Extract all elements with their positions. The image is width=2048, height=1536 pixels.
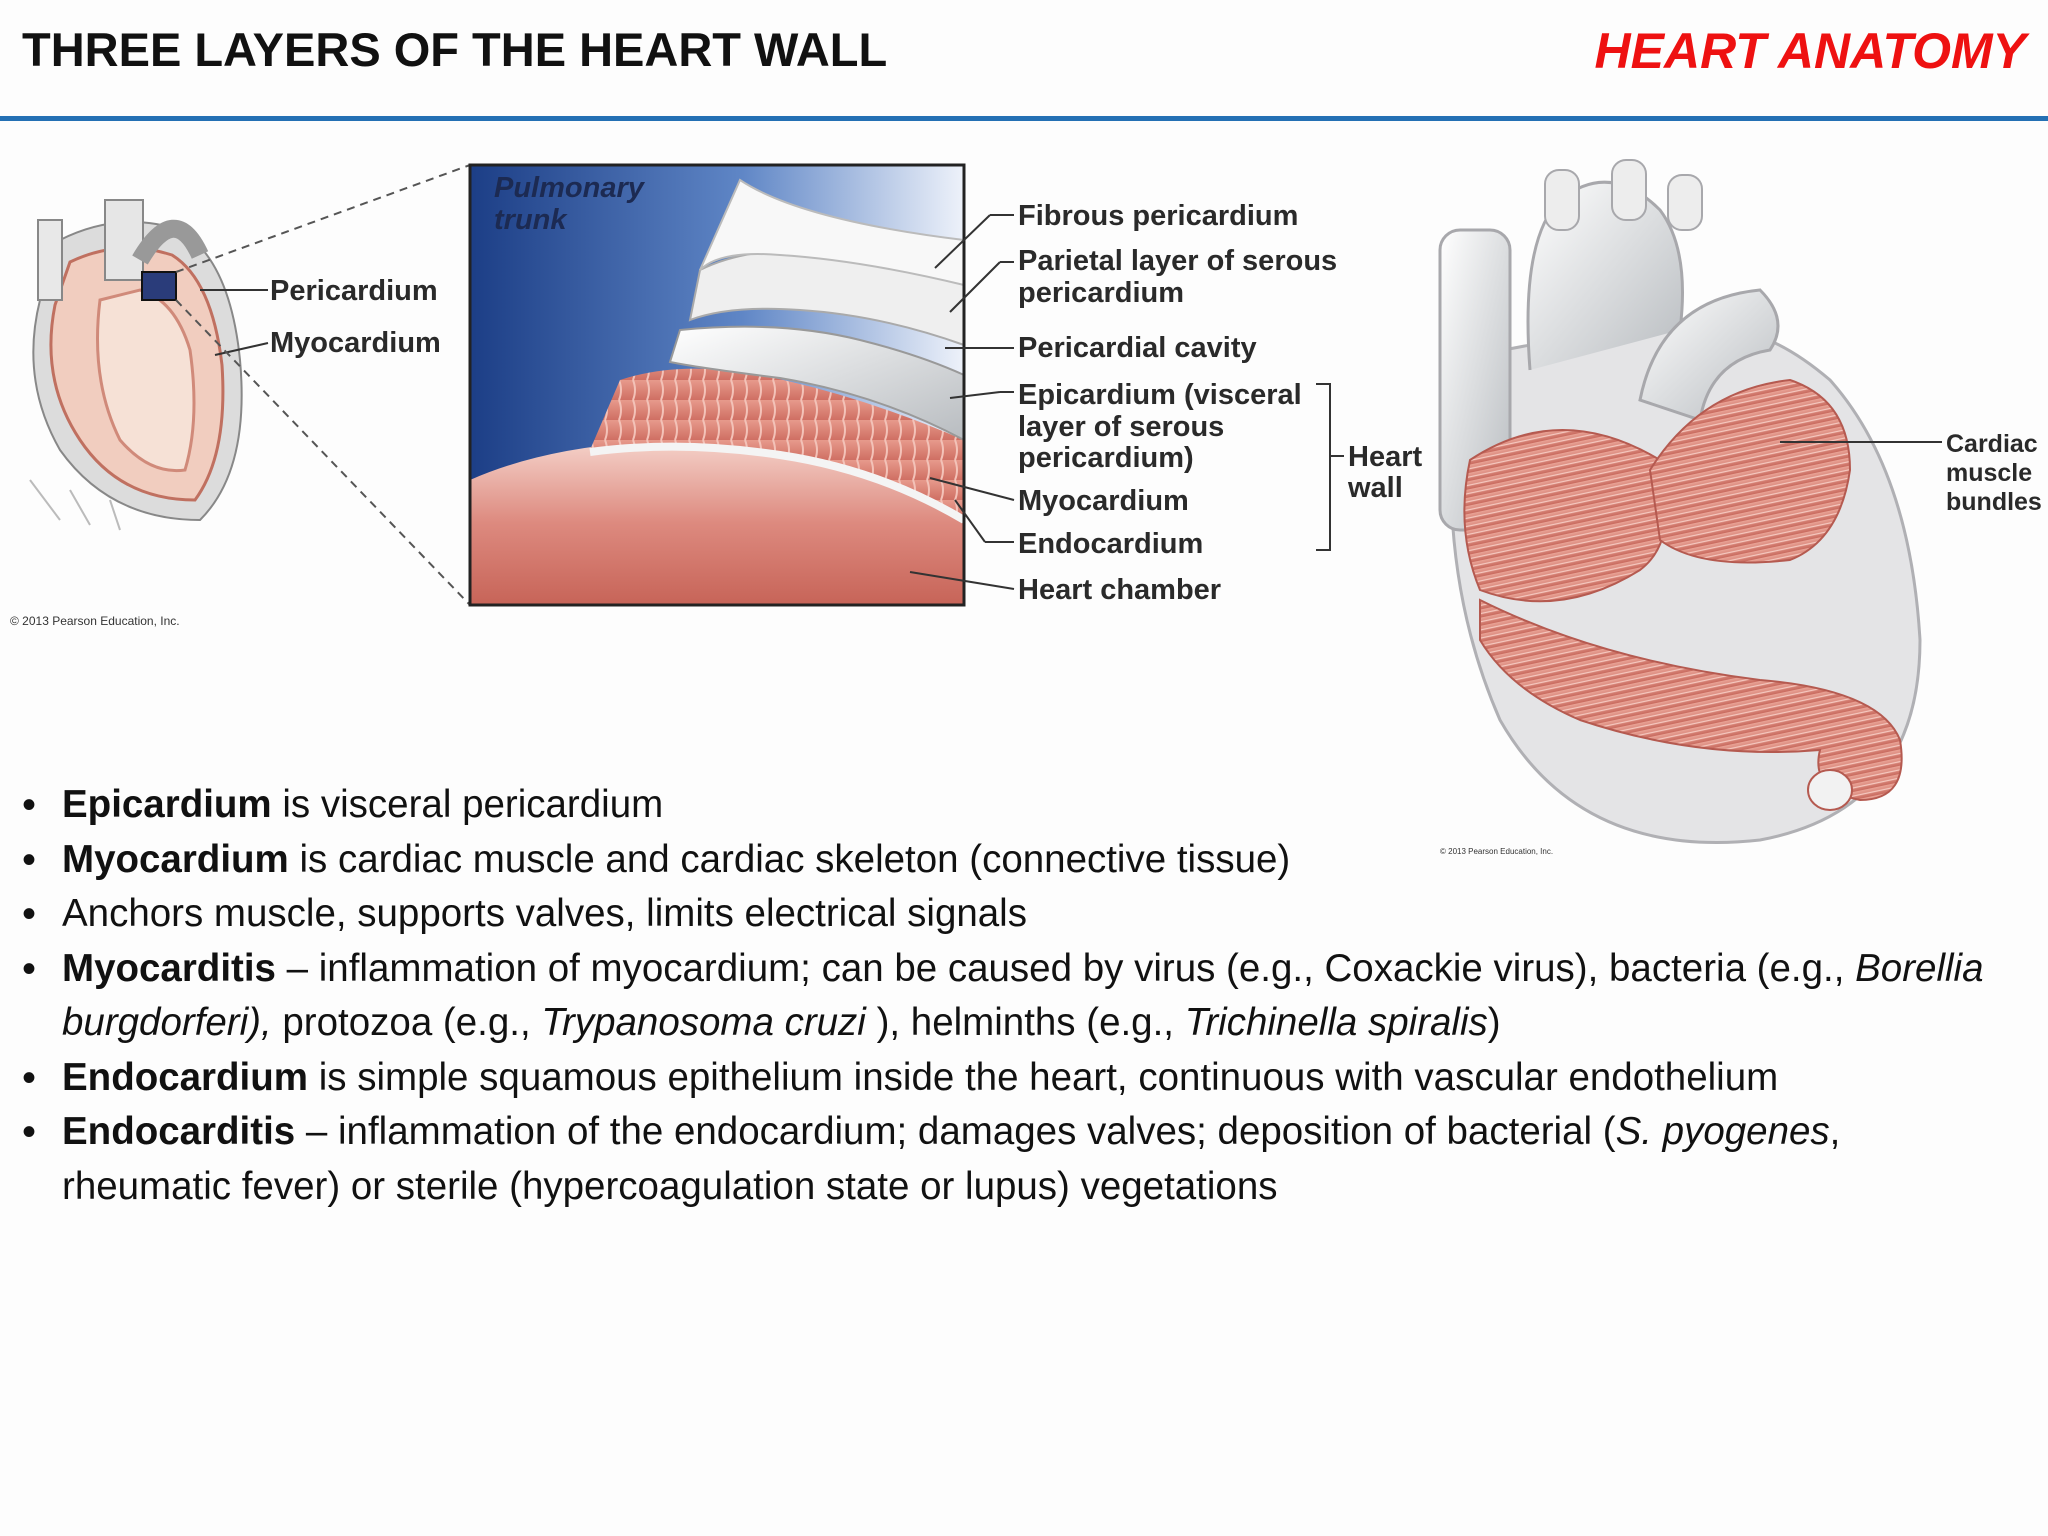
copyright-right: © 2013 Pearson Education, Inc. (1440, 847, 1554, 856)
bullet-text: , rheumatic fever) or sterile (hypercoagulation state or lupus) vegetations (62, 1110, 1841, 1208)
bullet-text: ), helminths (e.g., (865, 1001, 1185, 1044)
term-endocarditis: Endocarditis (62, 1110, 296, 1153)
label-pericardium: Pericardium (270, 275, 438, 307)
label-pulmonary-trunk-2: trunk (494, 204, 567, 236)
label-epicardium-3: pericardium) (1018, 442, 1194, 474)
zoom-region-marker (142, 272, 176, 300)
key-points-list (22, 778, 2012, 1214)
label-heart-wall-2: wall (1348, 472, 1403, 504)
label-parietal-layer-1: Parietal layer of serous (1018, 245, 1338, 277)
organism-borellia: Borellia burgdorferi), (62, 946, 1984, 1044)
label-epicardium-2: layer of serous (1018, 411, 1225, 443)
cardiac-muscle-bundles-illustration (1440, 160, 1920, 843)
bullet-endocardium (22, 1051, 2012, 1106)
bullet-text: ) (1487, 1001, 1501, 1044)
slide-category-tag: HEART ANATOMY (1594, 23, 2026, 79)
bullet-text: – inflammation of the endocardium; damages valves; deposition of bacterial ( (295, 1110, 1616, 1153)
bullet-endocarditis (22, 1105, 2012, 1214)
organism-trypanosoma: Trypanosoma cruzi (541, 1001, 866, 1044)
term-myocardium: Myocardium (62, 837, 289, 881)
label-pericardial-cavity: Pericardial cavity (1018, 332, 1257, 364)
term-myocarditis: Myocarditis (62, 946, 276, 990)
organism-s-pyogenes: S. pyogenes (1615, 1110, 1830, 1153)
slide-title: THREE LAYERS OF THE HEART WALL (22, 23, 888, 76)
bullet-text: is visceral pericardium (271, 783, 664, 826)
label-heart-chamber: Heart chamber (1018, 574, 1222, 606)
label-parietal-layer-2: pericardium (1018, 277, 1184, 309)
heart-cross-section-illustration (30, 200, 242, 530)
bullet-text: is cardiac muscle and cardiac skeleton (connective tissue) (288, 837, 1291, 881)
label-myocardium: Myocardium (1018, 485, 1189, 517)
label-fibrous-pericardium: Fibrous pericardium (1018, 200, 1299, 232)
term-epicardium: Epicardium (62, 783, 272, 826)
bullet-text: protozoa (e.g., (271, 1001, 542, 1044)
label-cardiac-muscle-bundles-3: bundles (1946, 488, 2042, 516)
label-cardiac-muscle-bundles-2: muscle (1946, 459, 2033, 487)
label-epicardium-1: Epicardium (visceral (1018, 379, 1302, 411)
bullet-myocarditis (22, 942, 2012, 1051)
label-cardiac-muscle-bundles-1: Cardiac (1946, 430, 2038, 458)
bullet-text: – inflammation of myocardium; can be caused by virus (e.g., Coxackie virus), bacteria (e.g., (275, 946, 1856, 990)
organism-trichinella: Trichinella spiralis (1184, 1001, 1488, 1044)
label-pulmonary-trunk-1: Pulmonary (494, 172, 644, 204)
bullet-epicardium (22, 778, 2012, 833)
term-endocardium: Endocardium (62, 1055, 309, 1099)
bullet-cardiac-skeleton (22, 887, 2012, 942)
label-myocardium-small: Myocardium (270, 327, 441, 359)
label-heart-wall-1: Heart (1348, 441, 1423, 473)
label-endocardium: Endocardium (1018, 528, 1204, 560)
copyright-left: © 2013 Pearson Education, Inc. (10, 614, 180, 628)
bullet-text: is simple squamous epithelium inside the heart, continuous with vascular endothelium (308, 1055, 1779, 1099)
bullet-text: Anchors muscle, supports valves, limits electrical signals (62, 892, 1027, 935)
bullet-myocardium (22, 833, 2012, 888)
